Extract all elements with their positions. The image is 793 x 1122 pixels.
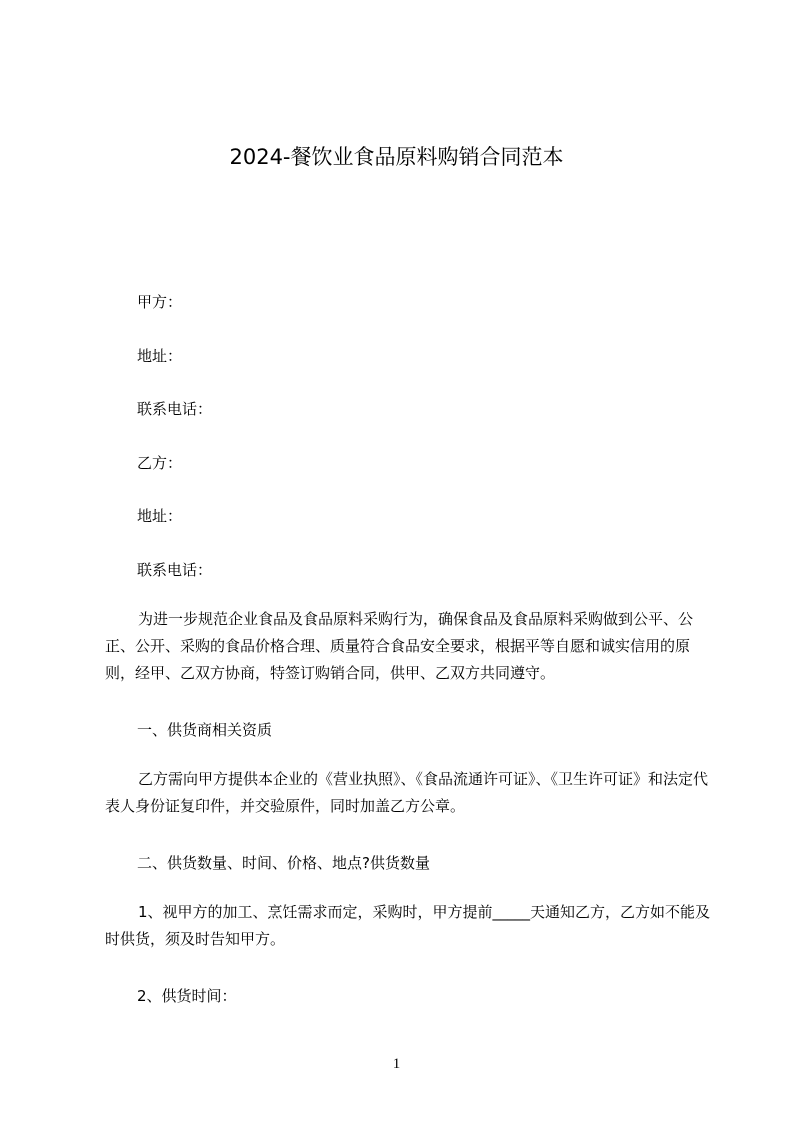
section-1-body xyxy=(105,766,715,820)
section-2-item-2: 2、供货时间： xyxy=(137,987,237,1005)
party-a-phone-label: 联系电话： xyxy=(137,400,213,418)
section-2-heading: 二、供货数量、时间、价格、地点?供货数量 xyxy=(137,854,430,872)
party-b-label: 乙方： xyxy=(137,454,183,472)
page-number: 1 xyxy=(392,1056,401,1072)
party-b-phone-label: 联系电话： xyxy=(137,561,213,579)
section-2-item-1-text: 1、视甲方的加工、烹饪需求而定，采购时，甲方提前_____天通知乙方，乙方如不能及时供货，须及时告知甲方。 xyxy=(105,903,711,948)
intro-text: 为进一步规范企业食品及食品原料采购行为，确保食品及食品原料采购做到公平、公正、公开、采购的食品价格合理、质量符合食品安全要求，根据平等自愿和诚实信用的原则，经甲、乙双方协商，特签订购销合同，供甲、乙双方共同遵守。 xyxy=(105,610,694,682)
party-a-address-label: 地址： xyxy=(137,347,183,365)
intro-paragraph xyxy=(105,606,715,687)
party-a-label: 甲方： xyxy=(137,293,183,311)
section-1-heading: 一、供货商相关资质 xyxy=(137,721,273,739)
party-b-address-label: 地址： xyxy=(137,507,183,525)
section-1-text: 乙方需向甲方提供本企业的《营业执照》、《食品流通许可证》、《卫生许可证》和法定代表人身份证复印件，并交验原件，同时加盖乙方公章。 xyxy=(105,770,709,815)
document-title: 2024-餐饮业食品原料购销合同范本 xyxy=(229,145,564,169)
section-2-item-1 xyxy=(105,899,715,953)
